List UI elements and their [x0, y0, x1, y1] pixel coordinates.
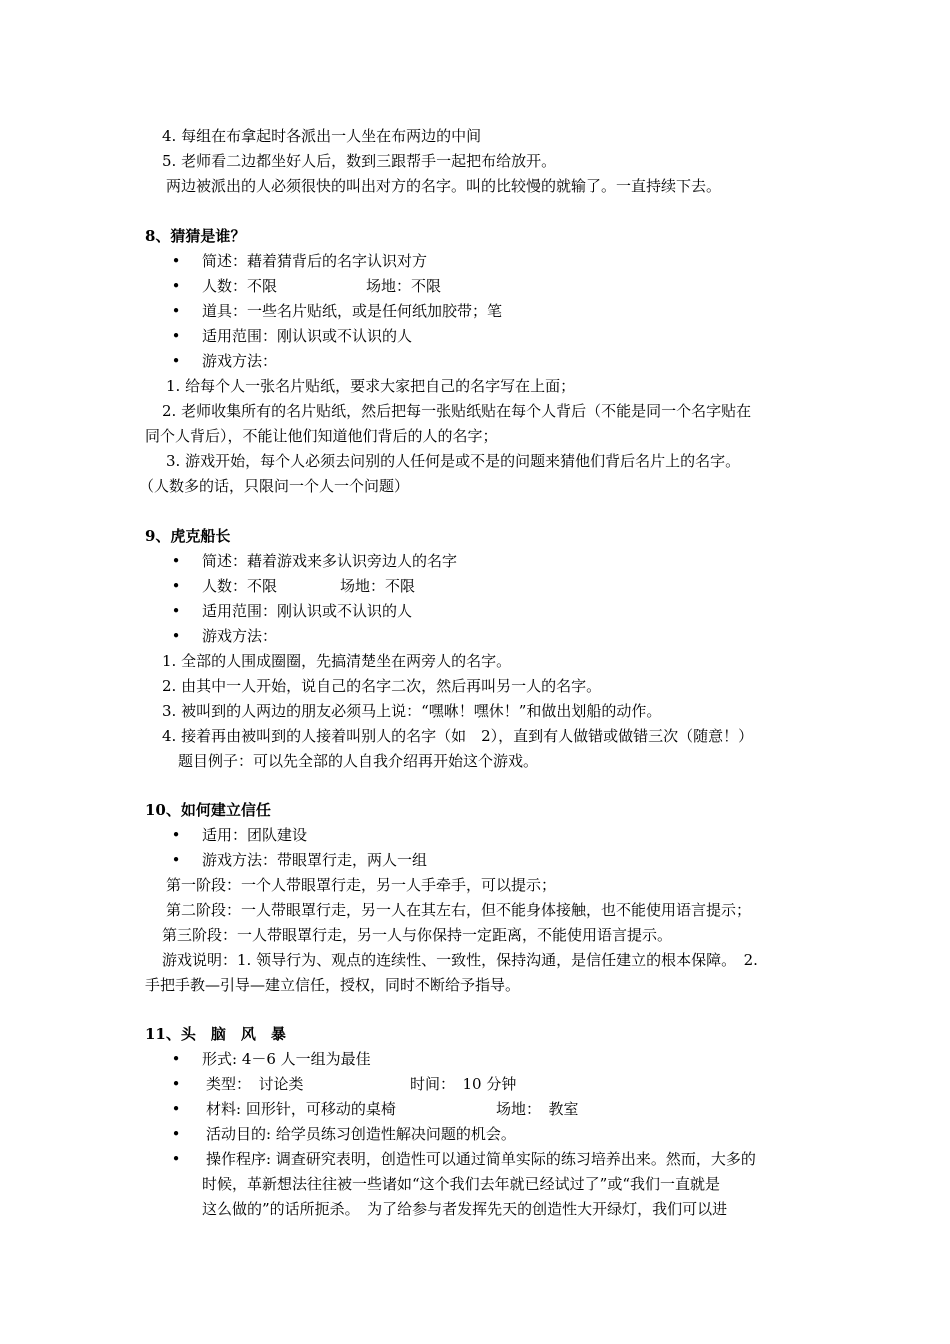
bullet: • — [171, 851, 181, 869]
s11-purpose: 活动目的: 给学员练习创造性解决问题的机会。 — [206, 1125, 516, 1143]
intro-step-4: 4. 每组在布拿起时各派出一人坐在布两边的中间 — [162, 127, 482, 145]
section-8-title: 8、猜猜是谁？ — [145, 227, 246, 245]
s9-players: 人数：不限 — [202, 577, 278, 595]
s9-scope: 适用范围：刚认识或不认识的人 — [202, 602, 413, 620]
s11-type: 类型： 讨论类 — [206, 1075, 304, 1093]
s11-time: 时间： 10 分钟 — [410, 1075, 517, 1093]
s9-summary: 简述：藉着游戏来多认识旁边人的名字 — [202, 552, 458, 570]
s10-method: 游戏方法：带眼罩行走，两人一组 — [202, 851, 428, 869]
s8-players: 人数：不限 — [202, 277, 278, 295]
s9-step-3: 3. 被叫到的人两边的朋友必须马上说：“嘿咻！嘿休！”和做出划船的动作。 — [162, 702, 662, 720]
s10-stage-1: 第一阶段：一个人带眼罩行走，另一人手牵手，可以提示； — [166, 876, 557, 894]
bullet: • — [171, 1100, 181, 1118]
section-10-title: 10、如何建立信任 — [145, 801, 271, 819]
section-9-title: 9、虎克船长 — [145, 527, 231, 545]
section-11-title: 11、头 脑 风 暴 — [145, 1025, 286, 1043]
s8-step-3-cont: （人数多的话，只限问一个人一个问题） — [139, 477, 410, 495]
s9-example: 题目例子：可以先全部的人自我介绍再开始这个游戏。 — [178, 752, 539, 770]
intro-note: 两边被派出的人必须很快的叫出对方的名字。叫的比较慢的就输了。一直持续下去。 — [166, 177, 722, 195]
s9-step-1: 1. 全部的人围成圈圈，先搞清楚坐在两旁人的名字。 — [162, 652, 512, 670]
s8-summary: 简述：藉着猜背后的名字认识对方 — [202, 252, 428, 270]
s8-step-1: 1. 给每个人一张名片贴纸，要求大家把自己的名字写在上面； — [166, 377, 576, 395]
s11-procedure-cont-1: 时候，革新想法往往被一些诸如“这个我们去年就已经试过了”或“我们一直就是 — [202, 1175, 721, 1193]
s9-venue: 场地：不限 — [340, 577, 416, 595]
s8-step-2-cont: 同个人背后），不能让他们知道他们背后的人的名字； — [145, 427, 498, 445]
s8-venue: 场地：不限 — [366, 277, 442, 295]
s11-format: 形式: 4－6 人一组为最佳 — [202, 1050, 371, 1068]
bullet: • — [171, 277, 181, 295]
s8-step-2: 2. 老师收集所有的名片贴纸，然后把每一张贴纸贴在每个人背后（不能是同一个名字贴在 — [162, 402, 752, 420]
bullet: • — [171, 627, 181, 645]
s9-method-label: 游戏方法： — [202, 627, 278, 645]
s10-stage-3: 第三阶段：一人带眼罩行走，另一人与你保持一定距离，不能使用语言提示。 — [162, 926, 673, 944]
s11-procedure: 操作程序: 调查研究表明，创造性可以通过简单实际的练习培养出来。然而，大多的 — [206, 1150, 756, 1168]
bullet: • — [171, 1075, 181, 1093]
bullet: • — [171, 826, 181, 844]
s9-step-2: 2. 由其中一人开始，说自己的名字二次，然后再叫另一人的名字。 — [162, 677, 602, 695]
bullet: • — [171, 252, 181, 270]
s10-applicable: 适用：团队建设 — [202, 826, 308, 844]
s8-scope: 适用范围：刚认识或不认识的人 — [202, 327, 413, 345]
intro-step-5: 5. 老师看二边都坐好人后，数到三跟帮手一起把布给放开。 — [162, 152, 557, 170]
bullet: • — [171, 1125, 181, 1143]
s10-stage-2: 第二阶段：一人带眼罩行走，另一人在其左右，但不能身体接触，也不能使用语言提示； — [166, 901, 752, 919]
bullet: • — [171, 552, 181, 570]
s11-venue: 场地： 教室 — [496, 1100, 579, 1118]
bullet: • — [171, 577, 181, 595]
bullet: • — [171, 602, 181, 620]
s8-props: 道具：一些名片贴纸，或是任何纸加胶带；笔 — [202, 302, 503, 320]
s11-materials: 材料: 回形针，可移动的桌椅 — [206, 1100, 396, 1118]
bullet: • — [171, 1050, 181, 1068]
bullet: • — [171, 1150, 181, 1168]
s9-step-4: 4. 接着再由被叫到的人接着叫别人的名字（如 2），直到有人做错或做错三次（随意！） — [162, 727, 754, 745]
s8-method-label: 游戏方法： — [202, 352, 278, 370]
bullet: • — [171, 352, 181, 370]
s10-note: 游戏说明：1. 领导行为、观点的连续性、一致性，保持沟通，是信任建立的根本保障。 2. — [162, 951, 758, 969]
bullet: • — [171, 327, 181, 345]
s11-procedure-cont-2: 这么做的”的话所扼杀。 为了给参与者发挥先天的创造性大开绿灯，我们可以进 — [202, 1200, 728, 1218]
bullet: • — [171, 302, 181, 320]
s8-step-3: 3. 游戏开始，每个人必须去问别的人任何是或不是的问题来猜他们背后名片上的名字。 — [166, 452, 741, 470]
s10-note-cont: 手把手教—引导—建立信任，授权，同时不断给予指导。 — [145, 976, 521, 994]
